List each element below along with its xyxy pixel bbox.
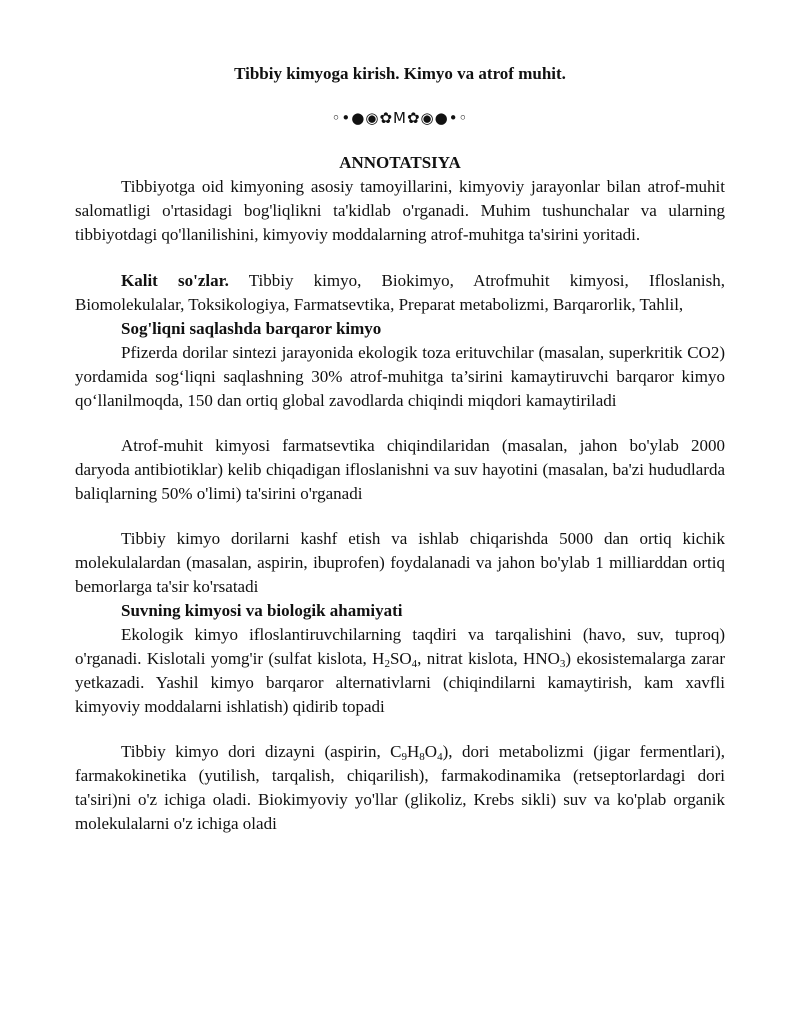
section1-paragraph-3: Tibbiy kimyo dorilarni kashf etish va ishlab chiqarishda 5000 dan ortiq kichik molekulalardan (masalan, aspirin, ibuprofen) foydalanadi va jahon bo'ylab 1 milliarddan ortiq bemorlarga ta'sir ko'rsatadi	[75, 529, 725, 596]
annotation-heading: ANNOTATSIYA	[339, 153, 461, 172]
subscript: 2	[384, 658, 390, 670]
subscript: 4	[437, 751, 443, 763]
section1-paragraph-1: Pfizerda dorilar sintezi jarayonida ekologik toza erituvchilar (masalan, superkritik CO2) yordamida sog‘liqni saqlashning 30% atrof-muhitga ta’sirini kamaytiruvchi barqaror kimyo qo‘llanilmoqda, 150 dan ortiq global zavodlarda chiqindi miqdori kamaytiriladi	[75, 343, 725, 410]
section2-paragraph-1	[75, 623, 725, 719]
text-run: ), dori metabolizmi (jigar fermentlari), farmakokinetika (yutilish, tarqalish, chiqarilish), farmakodinamika (retseptorlardagi dori ta'siri)ni o'z ichiga oladi. Biokimyoviy yo'llar (glikoliz, Krebs sikli) suv va ko'plab organik molekulalarni o'z ichiga oladi	[75, 742, 725, 833]
document-title: Tibbiy kimyoga kirish. Kimyo va atrof muhit.	[234, 64, 566, 83]
section-heading-sustainable-chemistry: Sog'liqni saqlashda barqaror kimyo	[121, 319, 382, 338]
text-run: , nitrat kislota, HNO	[417, 649, 560, 668]
text-run: Tibbiy kimyo dori dizayni (aspirin, C	[121, 742, 402, 761]
text-run: H	[407, 742, 420, 761]
section2-paragraph-2	[75, 740, 725, 836]
document-page	[75, 62, 725, 836]
text-run: SO	[389, 649, 412, 668]
subscript: 4	[411, 658, 418, 670]
keywords-label: Kalit so'zlar.	[121, 271, 229, 290]
keywords-list: Tibbiy kimyo, Biokimyo, Atrofmuhit kimyosi, Ifloslanish, Biomolekulalar, Toksikologiya, Farmatsevtika, Preparat metabolizmi, Barqarorlik, Tahlil,	[75, 271, 725, 314]
section-heading-water-chemistry: Suvning kimyosi va biologik ahamiyati	[121, 601, 403, 620]
text-run: ) ekosistemalarga zarar yetkazadi. Yashil kimyo barqaror alternativlarni (chiqindilarni kamaytirish, kam xavfli kimyoviy moddalarni ishlatish) qidirib topadi	[75, 649, 725, 716]
keywords-paragraph	[75, 269, 725, 317]
subscript: 8	[419, 751, 425, 763]
text-run: Ekologik kimyo ifloslantiruvchilarning taqdiri va tarqalishini (havo, suv, tuproq) o'rganadi. Kislotali yomg'ir (sulfat kislota, H	[75, 625, 725, 668]
text-run: O	[424, 742, 438, 761]
subscript: 9	[401, 751, 408, 763]
section1-paragraph-2: Atrof-muhit kimyosi farmatsevtika chiqindilaridan (masalan, jahon bo'ylab 2000 daryoda antibiotiklar) kelib chiqadigan ifloslanishni va suv hayotini (masalan, ba'zi hududlarda baliqlarning 50% o'limi) ta'sirini o'rganadi	[75, 436, 725, 503]
subscript: 3	[559, 658, 566, 670]
annotation-paragraph: Tibbiyotga oid kimyoning asosiy tamoyillarini, kimyoviy jarayonlar bilan atrof-muhit salomatligi o'rtasidagi bog'liqlikni ta'kidlab o'rganadi. Muhim tushunchalar va ularning tibbiyotdagi qo'llanilishini, kimyoviy moddalarning atrof-muhitga ta'sirini yoritadi.	[75, 177, 725, 244]
ornament-divider: ◦•●◉✿M✿◉●•◦	[331, 109, 469, 127]
